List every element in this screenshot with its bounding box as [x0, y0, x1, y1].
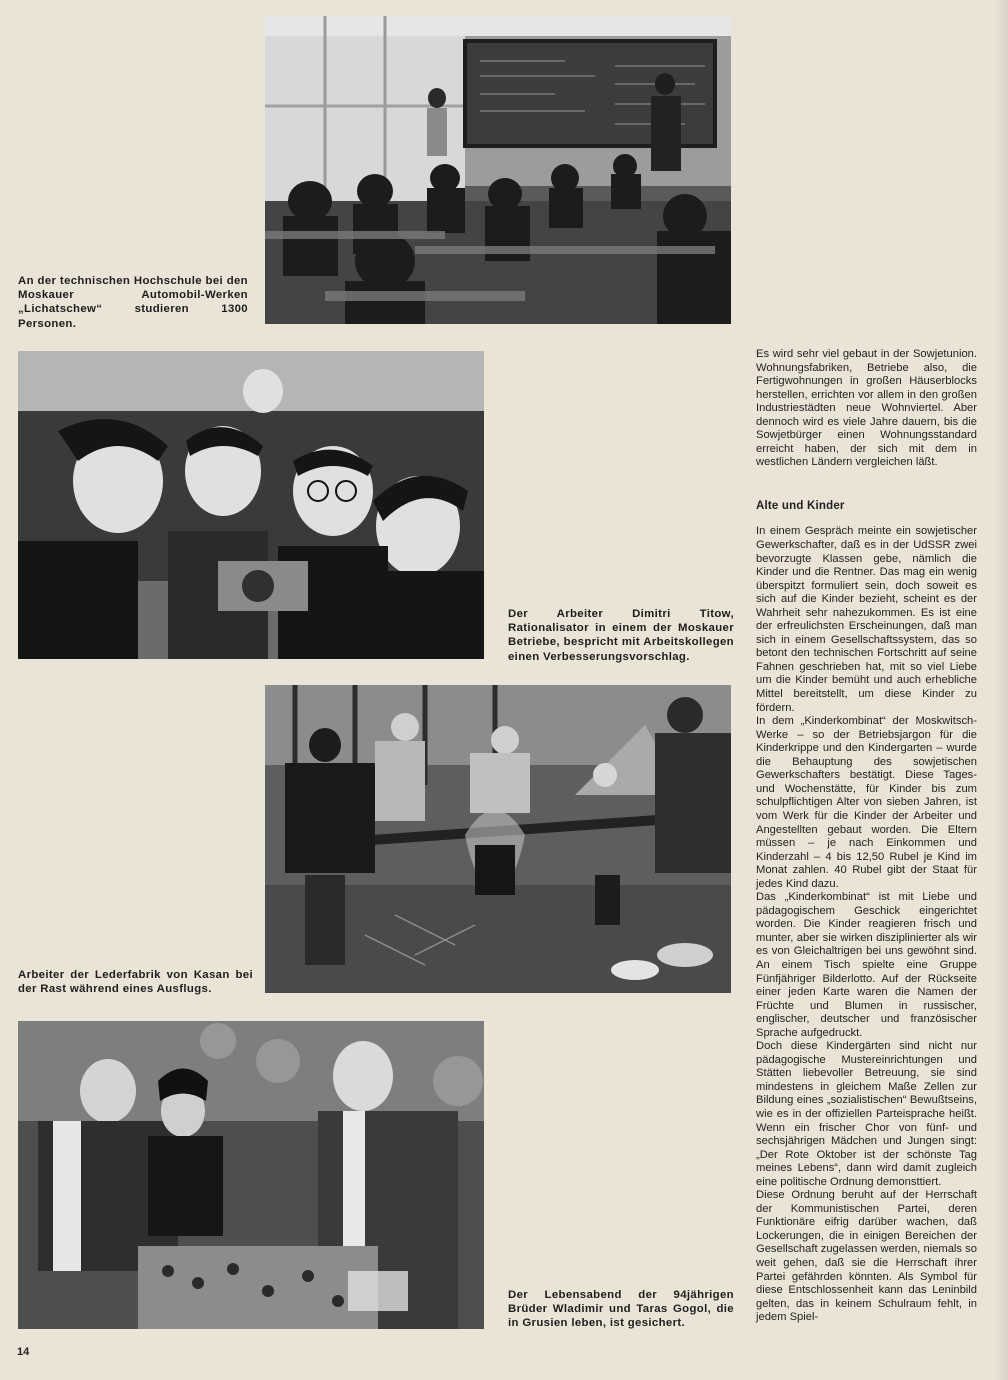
workers-photo	[18, 351, 484, 659]
picnic-photo	[265, 685, 731, 993]
workers-image	[18, 351, 484, 659]
article-paragraph: In dem „Kinderkombinat“ der Moskwitsch-Werke – so der Betriebsjargon für die Kinderkrippe und den Kindergarten – wurde die Behauptung des sowjetischen Gewerkschafters bestätigt. Diese Tages- und Wochenstätte, für Kinder bis zum schulpflichtigen Alter von sieben Jahren, ist vom Werk für die Kinder der Arbeiter und Angestellten gebaut worden. Die Eltern müssen – je nach Einkommen und Kinderzahl – 4 bis 12,50 Rubel je Kind im Monat zahlen. 40 Rubel gibt der Staat für jedes Kind dazu.	[756, 715, 977, 890]
picnic-caption: Arbeiter der Lederfabrik von Kasan bei der Rast während eines Ausflugs.	[18, 969, 253, 996]
article-paragraph: Doch diese Kindergärten sind nicht nur pädagogische Mustereinrichtungen und Stätten liebevoller Betreuung, sie sind mindestens in gleichem Maße Zellen zur Bildung eines „sozialistischen“ Bewußtseins, wie es in der offiziellen Parteisprache heißt. Wenn ein frischer Chor von fünf- und sechsjährigen Mädchen und Jungen singt: „Der Rote Oktober ist der schönste Tag meines Lebens“, dann wird damit zugleich eine politische Ordnung demonsttiert.	[756, 1040, 977, 1188]
workers-caption: Der Arbeiter Dimitri Titow, Rationalisator in einem der Moskauer Betriebe, bespricht mit Arbeitskollegen einen Verbesserungsvorschlag.	[508, 608, 734, 663]
old-men-photo	[18, 1021, 484, 1329]
old-men-image	[18, 1021, 484, 1329]
article-heading: Alte und Kinder	[756, 499, 845, 512]
classroom-photo	[265, 16, 731, 324]
page-edge-shadow	[994, 0, 1008, 1380]
article-paragraph: In einem Gespräch meinte ein sowjetischer Gewerkschafter, daß es in der UdSSR zwei bevorzugte Klassen gebe, nämlich die Kinder und die Rentner. Das mag ein wenig überspitzt formuliert sein, doch soweit es sich auf die Kinder bezieht, scheint es der Wahrheit sehr nahezukommen. Es ist eine der erfreulichsten Erscheinungen, daß man sich in einem Gesellschaftssystem, das so betont den technischen Fortschritt auf seine Fahnen geschrieben hat, mit so viel Liebe um die Kinder bemüht und auch erhebliche Mittel bereitstellt, um diese Kinder zu fördern.	[756, 525, 977, 714]
picnic-image	[265, 685, 731, 993]
classroom-caption: An der technischen Hochschule bei den Moskauer Automobil-Werken „Lichatschew“ studieren 1300 Personen.	[18, 275, 248, 330]
article-column	[756, 348, 977, 1325]
article-intro: Es wird sehr viel gebaut in der Sowjetunion. Wohnungsfabriken, Betriebe also, die Fertigwohnungen in großen Häuserblocks herstellen, errichten vor allem in den großen Industriestädten neue Wohnviertel. Aber dennoch wird es viele Jahre dauern, bis die Sowjetbürger einen Wohnungsstandard erreicht haben, der sich mit dem in westlichen Ländern vergleichen läßt.	[756, 348, 977, 469]
article-paragraph: Diese Ordnung beruht auf der Herrschaft der Kommunistischen Partei, deren Funktionäre eifrig darüber wachen, daß Lockerungen, die in einigen Bereichen der Gesellschaft zugelassen werden, niemals so weit gehen, daß sie die Herrschaft ihrer Partei gefährden könnten. Als Symbol für diese Entschlossenheit kann das Leninbild gelten, das in keinem Schulraum fehlt, in jedem Spiel-	[756, 1189, 977, 1324]
page-number: 14	[17, 1346, 30, 1358]
old-men-caption: Der Lebensabend der 94jährigen Brüder Wladimir und Taras Gogol, die in Grusien leben, ist gesichert.	[508, 1289, 734, 1330]
article-paragraph: Das „Kinderkombinat“ ist mit Liebe und pädagogischem Geschick eingerichtet worden. Die Kinder reagieren frisch und munter, aber sie wirken disziplinierter als wir es von Gleichaltrigen bei uns gewöhnt sind. An einem Tisch spielte eine Gruppe Fünfjähriger Bilderlotto. Auf der Rückseite einer jeden Karte waren die Namen der Früchte und Blumen in russischer, englischer, deutscher und französischer Sprache aufgedruckt.	[756, 891, 977, 1039]
classroom-image	[265, 16, 731, 324]
